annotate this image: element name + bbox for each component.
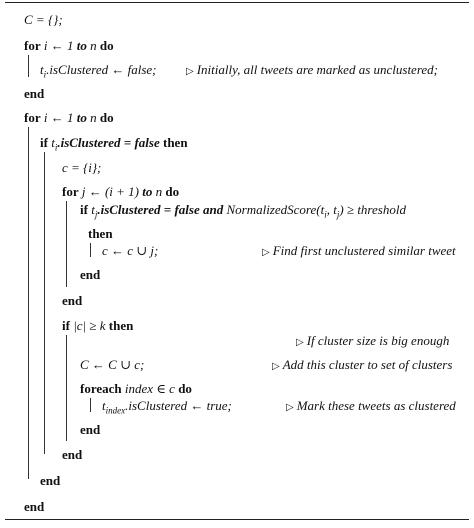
end-if-size: end [62,447,83,462]
assignment: .isClustered ← true; [125,398,232,413]
keyword-then: then [159,135,188,150]
loop-range: i ← 1 [40,38,77,53]
comment-find-similar [262,243,456,260]
end-for-2: end [24,499,45,514]
keyword-then: then [108,318,134,333]
for-loop-2-header [24,110,114,125]
keyword-do: do [99,110,114,125]
comment-triangle-icon: ▷ [186,66,194,77]
init-clusters-line: C = {}; [24,12,63,27]
for-loop-3-header [62,184,179,199]
comment-text: Initially, all tweets are marked as unclustered; [196,62,439,77]
bottom-rule [5,519,469,520]
end-if-unclustered: end [40,473,61,488]
sub-j: j [94,209,98,220]
threshold-compare: ) ≥ threshold [339,202,406,217]
loop-bound: n [86,110,100,125]
foreach-header [80,381,192,396]
comment-mark-clustered [286,398,456,415]
init-cluster-line: c = {i}; [62,160,102,175]
keyword-do: do [99,38,114,53]
sub-index: index [105,405,126,416]
keyword-do: do [165,184,180,199]
if-size-header [62,318,133,333]
keyword-foreach: foreach [80,381,122,396]
comment-triangle-icon: ▷ [272,361,280,372]
keyword-then: then [88,226,113,241]
block-bar-6 [66,335,67,441]
var-t: t [102,398,106,413]
keyword-for: for [62,184,79,199]
loop-range: i ← 1 [40,110,77,125]
score-call: NormalizedScore(t [226,202,325,217]
keyword-do: do [178,381,192,396]
condition: .isClustered = false [57,135,160,150]
comment-triangle-icon: ▷ [262,247,270,258]
loop-bound: n [152,184,166,199]
comment-triangle-icon: ▷ [286,402,294,413]
end-for-1: end [24,86,45,101]
sub-i: i [324,209,327,220]
var-t: t [47,135,55,150]
comment-text: Mark these tweets as clustered [296,398,456,413]
sub-j: j [336,209,340,220]
block-bar-3 [44,152,45,454]
end-if-similar: end [80,267,101,282]
keyword-to: to [76,38,87,53]
end-foreach: end [80,422,101,437]
end-for-3: end [62,293,83,308]
loop-bound: n [86,38,100,53]
comment-initially [186,62,438,79]
block-bar-5 [90,243,91,257]
keyword-for: for [24,38,41,53]
keyword-if: if [40,135,48,150]
keyword-to: to [76,110,87,125]
comment-add-cluster [272,357,452,374]
condition: .isClustered = false [97,202,200,217]
keyword-and: and [199,202,227,217]
top-rule [5,2,469,3]
keyword-if: if [62,318,70,333]
add-cluster-line: C ← C ∪ c; [80,357,145,372]
loop-range: j ← (i + 1) [78,184,143,199]
assignment: .isClustered ← false; [46,62,157,77]
sub-i: i [54,142,58,153]
size-condition: |c| ≥ k [69,318,109,333]
comment-text: Find first unclustered similar tweet [272,243,456,258]
var-t: t [40,62,44,77]
if-unclustered-header [40,135,188,156]
keyword-if: if [80,202,88,217]
sub-i: i [43,69,47,80]
mark-clustered-line [102,398,232,419]
score-arg: , t [326,202,337,217]
keyword-for: for [24,110,41,125]
for-loop-1-header [24,38,114,53]
keyword-to: to [142,184,153,199]
comment-triangle-icon: ▷ [296,337,304,348]
block-bar-4 [66,201,67,287]
add-to-cluster-line: c ← c ∪ j; [102,243,159,258]
block-bar-7 [90,398,91,412]
if-similar-header [80,202,406,223]
comment-text: If cluster size is big enough [306,333,450,348]
block-bar-2 [28,127,29,479]
foreach-range: index ∈ c [121,381,179,396]
comment-cluster-size [296,333,449,350]
comment-text: Add this cluster to set of clusters [282,357,453,372]
var-t: t [87,202,95,217]
mark-unclustered-line [40,62,157,83]
block-bar-1 [28,55,29,77]
